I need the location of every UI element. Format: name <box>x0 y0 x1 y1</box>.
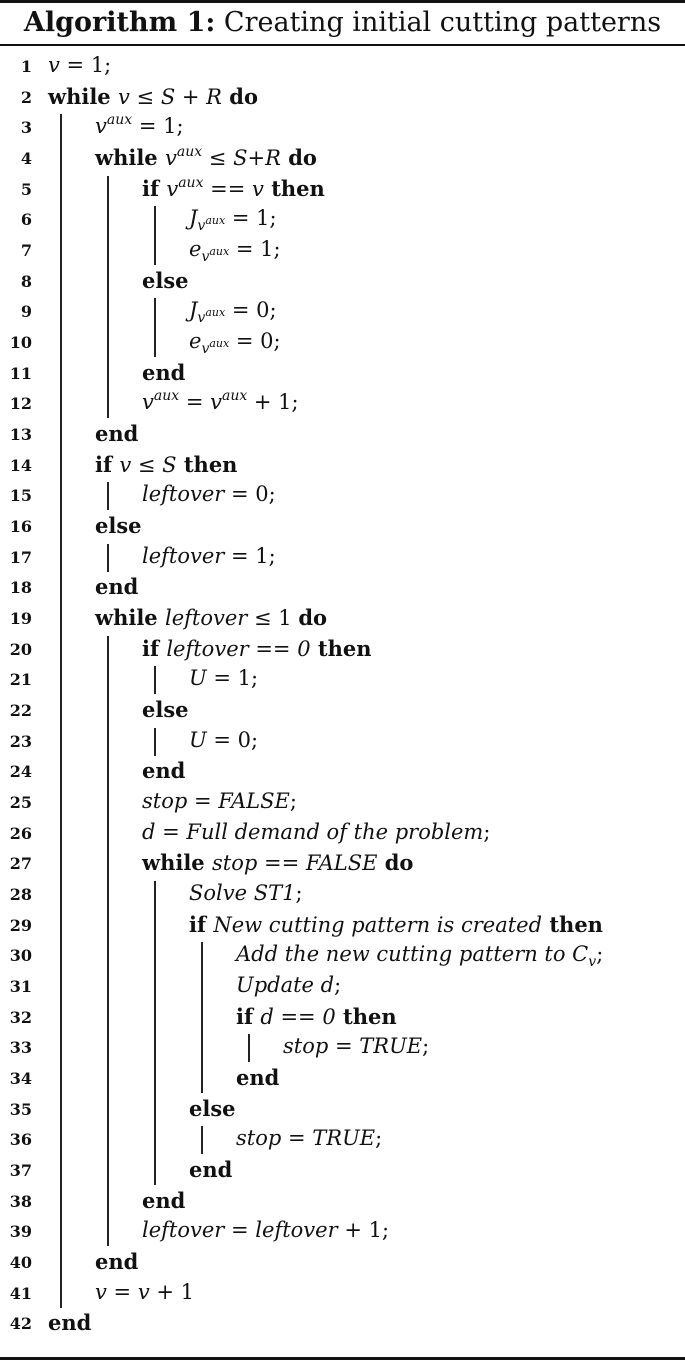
line-number: 17 <box>9 547 32 567</box>
block-bar <box>107 544 109 572</box>
math-token: e <box>189 329 202 354</box>
code-text: = 1; <box>59 53 112 77</box>
line-number: 4 <box>20 149 32 168</box>
math-token: v <box>95 1279 107 1304</box>
code-text: = <box>106 1279 138 1304</box>
math-token: v <box>197 310 206 327</box>
math-token: v <box>252 176 264 201</box>
code-text: ; <box>596 942 604 967</box>
math-token: stop <box>283 1034 329 1059</box>
math-token: v <box>210 390 222 415</box>
line-number: 6 <box>20 210 32 230</box>
line-number: 13 <box>9 425 32 445</box>
math-token: v <box>201 341 210 358</box>
code-line <box>95 114 184 138</box>
math-token: v <box>166 176 179 201</box>
keyword: end <box>142 1187 186 1213</box>
line-number: 30 <box>9 946 32 966</box>
code-line <box>236 1126 382 1150</box>
code-line <box>95 452 237 477</box>
code-line <box>142 1188 185 1213</box>
line-number: 41 <box>9 1283 32 1303</box>
math-token: Add the new cutting pattern to C <box>236 942 589 967</box>
keyword: else <box>189 1095 236 1121</box>
keyword: end <box>95 574 139 600</box>
code-line <box>142 544 276 568</box>
code-text: = 1; <box>132 114 184 139</box>
line-number: 24 <box>9 762 32 782</box>
line-number: 31 <box>9 977 32 997</box>
code-text: = <box>155 819 187 844</box>
keyword: end <box>189 1157 233 1183</box>
code-text: = <box>328 1034 360 1059</box>
code-text: + 1; <box>337 1218 390 1243</box>
keyword: then <box>542 911 603 937</box>
code-line <box>95 513 142 538</box>
line-number: 39 <box>9 1222 32 1242</box>
math-token: FALSE <box>218 789 290 814</box>
math-token: v <box>142 390 154 415</box>
keyword: if <box>95 451 120 477</box>
code-text: ≤ 1 <box>247 606 299 631</box>
keyword: do <box>280 145 317 170</box>
code-text: ; <box>334 973 342 998</box>
math-token: aux <box>176 144 203 160</box>
math-token: leftover <box>142 482 225 507</box>
keyword: while <box>95 145 165 170</box>
math-token: v <box>201 249 210 266</box>
bottom-rule <box>0 1357 685 1360</box>
math-token: S <box>162 452 177 477</box>
block-bar <box>60 114 62 1307</box>
code-text: ≤ <box>131 452 163 477</box>
math-token: TRUE <box>312 1126 376 1151</box>
keyword: if <box>142 175 167 201</box>
math-token: aux <box>178 174 204 191</box>
code-line <box>142 390 299 414</box>
code-line <box>95 605 327 630</box>
line-number: 35 <box>9 1099 32 1119</box>
line-number: 7 <box>20 241 32 261</box>
code-line <box>189 1157 232 1182</box>
math-token: stop <box>142 789 188 814</box>
math-token: leftover == 0 <box>166 636 311 661</box>
code-line <box>48 53 111 77</box>
keyword: while <box>48 83 118 109</box>
line-number: 1 <box>20 57 32 76</box>
math-token: leftover <box>142 1218 225 1243</box>
keyword: else <box>142 267 189 293</box>
keyword: do <box>221 83 258 109</box>
block-bar <box>248 1034 250 1062</box>
math-token: v <box>137 1279 150 1304</box>
block-bar <box>201 942 203 1093</box>
code-line <box>142 482 276 506</box>
code-line <box>189 728 258 752</box>
code-line <box>48 84 258 109</box>
line-number: 34 <box>9 1069 32 1089</box>
math-token: d <box>142 819 156 844</box>
line-number: 27 <box>9 854 32 874</box>
math-token: v <box>197 218 206 235</box>
math-token: J <box>189 298 198 323</box>
line-number: 10 <box>9 333 32 353</box>
keyword: end <box>236 1065 280 1091</box>
code-line <box>142 268 189 293</box>
code-text: = <box>281 1126 313 1151</box>
math-token: v <box>117 84 130 109</box>
code-text: = 0; <box>206 727 259 752</box>
line-number: 36 <box>9 1130 32 1150</box>
math-token: leftover <box>142 543 225 568</box>
line-number: 37 <box>9 1161 32 1181</box>
math-token: FALSE <box>305 851 378 876</box>
code-text: ; <box>295 881 303 906</box>
code-line <box>189 298 277 327</box>
keyword: do <box>377 850 414 876</box>
keyword: then <box>263 175 325 201</box>
line-number: 38 <box>9 1191 32 1211</box>
keyword: end <box>95 421 139 447</box>
keyword: while <box>142 850 212 876</box>
code-line <box>95 1280 194 1304</box>
math-token: Solve ST1 <box>189 881 296 906</box>
block-bar <box>201 1126 203 1154</box>
block-bar <box>154 298 156 357</box>
code-text: = 0; <box>225 298 277 323</box>
math-token: aux <box>205 306 226 320</box>
code-line <box>95 1249 138 1274</box>
code-line <box>189 1096 236 1121</box>
algorithm-caption <box>0 2 685 44</box>
code-line <box>283 1034 429 1058</box>
line-number: 9 <box>20 302 32 322</box>
keyword: then <box>176 451 238 477</box>
line-number: 5 <box>20 179 32 199</box>
code-line <box>142 176 325 201</box>
code-text: ≤ <box>202 146 234 170</box>
code-line <box>142 636 371 661</box>
code-line <box>142 360 185 385</box>
line-number: 11 <box>9 363 32 383</box>
math-token: S <box>233 146 248 170</box>
code-text: ; <box>289 789 297 814</box>
math-token: d == 0 <box>260 1004 336 1029</box>
code-text: == <box>203 176 253 201</box>
code-text: == <box>257 851 306 876</box>
math-token: aux <box>106 112 133 129</box>
code-line <box>236 1065 279 1090</box>
code-text: = <box>187 789 219 814</box>
code-text: + 1; <box>247 390 299 415</box>
line-number: 33 <box>9 1038 32 1058</box>
code-text: = <box>224 1218 256 1243</box>
math-token: v <box>48 53 60 77</box>
line-number: 42 <box>9 1314 32 1334</box>
line-number: 29 <box>9 915 32 935</box>
block-bar <box>154 206 156 265</box>
line-number: 16 <box>9 517 32 537</box>
math-token: aux <box>153 388 180 405</box>
keyword: while <box>95 605 165 631</box>
keyword: do <box>298 605 328 631</box>
keyword: else <box>95 513 142 539</box>
code-line <box>142 697 189 722</box>
code-text: + <box>175 84 207 109</box>
math-token: aux <box>209 245 230 259</box>
keyword: then <box>335 1003 397 1029</box>
code-text: = 0; <box>229 329 281 354</box>
line-number: 26 <box>9 823 32 843</box>
code-line <box>95 574 138 599</box>
math-token: R <box>265 146 281 170</box>
code-text: ≤ <box>129 84 161 109</box>
line-number: 12 <box>9 394 32 414</box>
line-number: 23 <box>9 731 32 751</box>
line-number: 19 <box>9 609 32 629</box>
code-line <box>189 237 281 266</box>
math-token: New cutting pattern is created <box>213 912 543 937</box>
block-bar <box>154 666 156 694</box>
math-token: J <box>189 206 198 231</box>
math-token: e <box>189 237 202 262</box>
line-number: 14 <box>9 455 32 475</box>
block-bar <box>107 636 109 1247</box>
code-text: + 1 <box>149 1279 195 1304</box>
math-token: R <box>206 84 222 109</box>
math-token: aux <box>209 337 230 351</box>
code-line <box>142 789 297 813</box>
keyword: end <box>142 758 186 784</box>
code-line <box>95 145 317 170</box>
code-line <box>189 666 258 690</box>
code-line <box>142 820 490 844</box>
keyword: if <box>189 911 214 937</box>
math-token: aux <box>221 388 248 405</box>
math-token: v <box>588 954 597 971</box>
code-line <box>189 881 303 905</box>
math-token: stop <box>236 1126 282 1151</box>
code-text: = <box>179 390 211 415</box>
block-bar <box>107 176 109 419</box>
math-token: v <box>119 452 132 477</box>
code-line <box>189 206 277 235</box>
code-text: = 1; <box>229 237 281 262</box>
code-line <box>236 942 604 971</box>
code-line <box>236 973 341 997</box>
code-line <box>142 850 413 875</box>
line-number: 32 <box>9 1007 32 1027</box>
line-number: 21 <box>9 670 32 690</box>
block-bar <box>107 482 109 510</box>
code-text: ; <box>422 1034 430 1059</box>
keyword: end <box>95 1249 139 1275</box>
math-token: U <box>189 727 207 752</box>
keyword: then <box>310 635 372 661</box>
line-number: 28 <box>9 885 32 905</box>
math-token: leftover <box>255 1218 338 1243</box>
line-number: 3 <box>20 118 32 138</box>
code-line <box>189 329 281 358</box>
line-number: 2 <box>20 87 32 107</box>
line-number: 22 <box>9 701 32 721</box>
math-token: S <box>160 84 176 109</box>
algorithm-title: Creating initial cutting patterns <box>223 7 662 38</box>
code-line <box>189 912 603 937</box>
keyword: end <box>142 359 186 385</box>
code-line <box>142 758 185 783</box>
code-text: = 0; <box>224 482 276 507</box>
code-line <box>95 421 138 446</box>
keyword: if <box>142 635 167 661</box>
math-token: TRUE <box>359 1034 423 1059</box>
block-bar <box>154 728 156 756</box>
math-token: v <box>164 146 177 170</box>
code-text: = 1; <box>206 666 259 691</box>
code-text: ; <box>483 819 491 844</box>
keyword: else <box>142 697 189 723</box>
math-token: U <box>189 666 207 691</box>
math-token: Full demand of the problem <box>186 819 484 844</box>
code-line <box>142 1218 389 1242</box>
line-number: 25 <box>9 793 32 813</box>
caption-rule <box>0 44 685 46</box>
code-text: = 1; <box>224 543 276 568</box>
code-line <box>236 1004 397 1029</box>
code-text: = 1; <box>225 206 277 231</box>
math-token: Update d <box>236 973 335 998</box>
line-number: 15 <box>9 486 32 506</box>
math-token: aux <box>205 214 226 228</box>
block-bar <box>154 881 156 1185</box>
line-number: 8 <box>20 271 32 291</box>
line-number: 40 <box>9 1253 32 1273</box>
code-text: + <box>247 146 266 170</box>
math-token: v <box>95 114 107 139</box>
code-text: ; <box>375 1126 383 1151</box>
keyword: end <box>48 1310 92 1336</box>
code-line <box>48 1310 91 1335</box>
line-number: 20 <box>9 639 32 659</box>
math-token: leftover <box>164 606 248 631</box>
keyword: if <box>236 1003 261 1029</box>
line-number: 18 <box>9 578 32 598</box>
math-token: stop <box>211 851 258 876</box>
algorithm-label: Algorithm 1: <box>23 7 216 38</box>
